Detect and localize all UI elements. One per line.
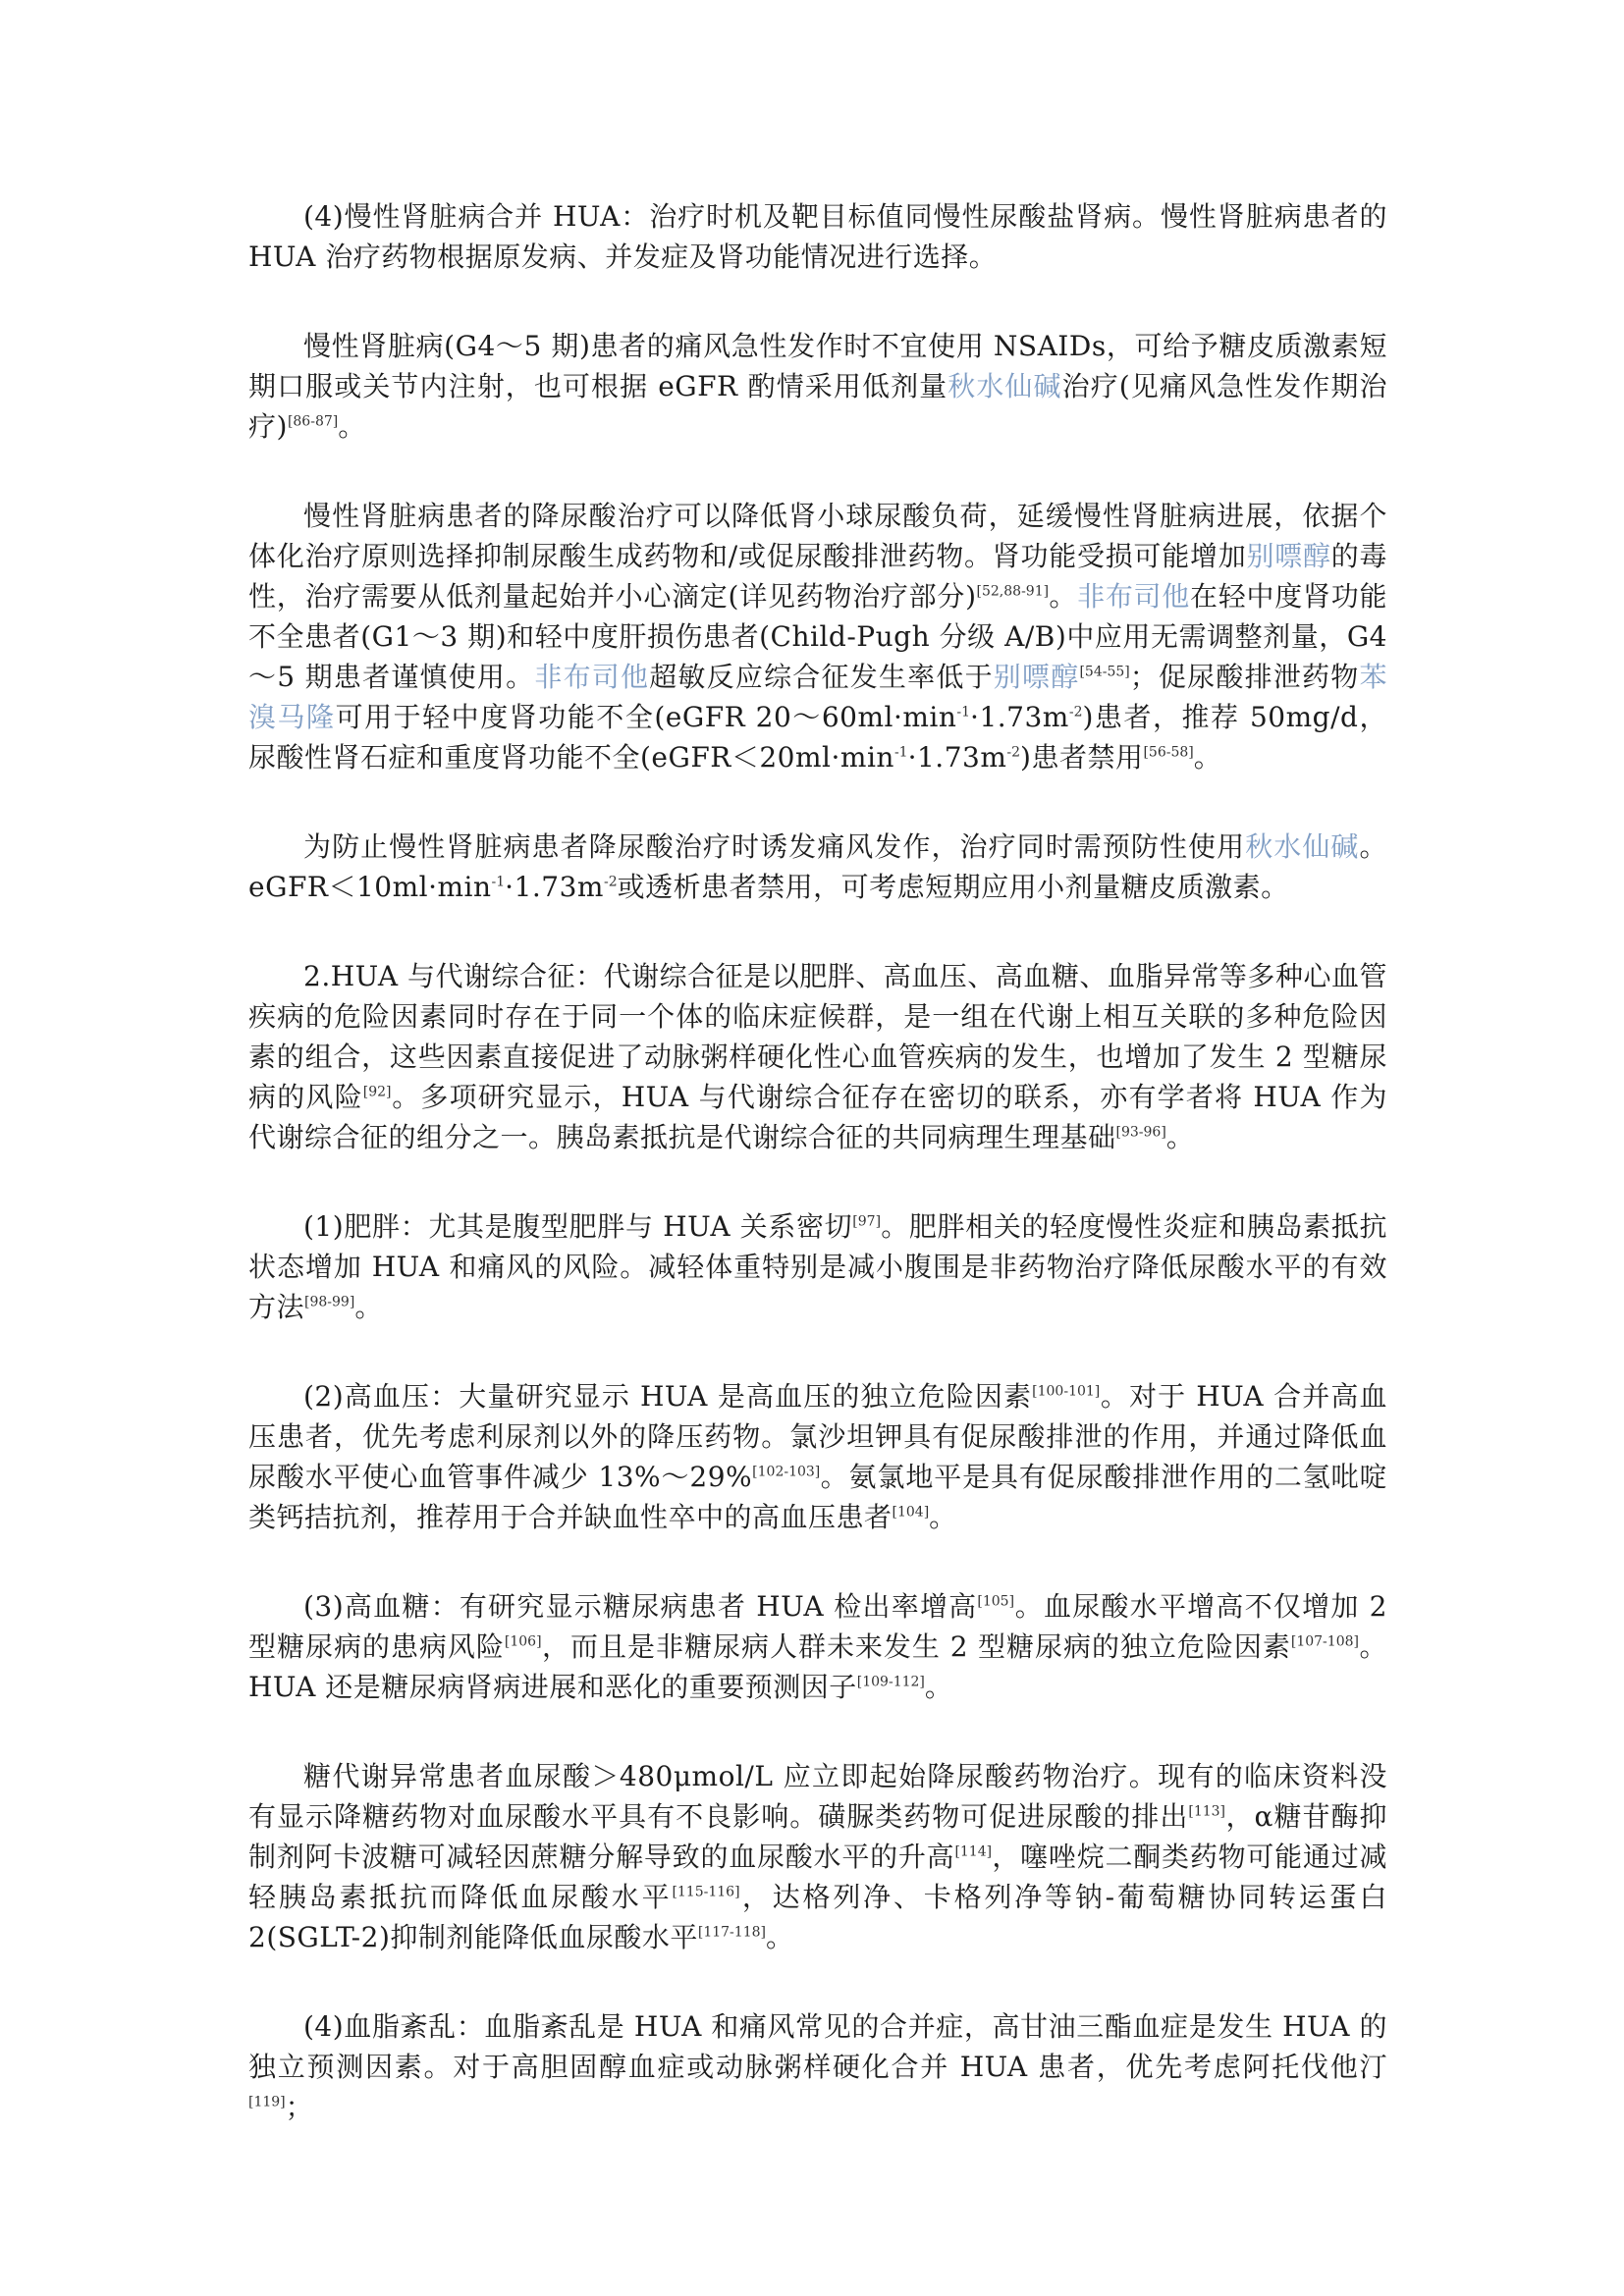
citation-superscript: -2 [603,874,618,890]
citation-superscript: [114] [954,1843,993,1860]
paragraph [248,2006,1387,2127]
paragraph [248,196,1387,277]
paragraph [248,827,1387,907]
text-run: 。 [765,1921,794,1953]
text-run: 。 [1049,580,1078,613]
paragraph [248,496,1387,777]
text-run: 在轻中度肾功能不全患者(G1～3 期)和轻中度肝损伤患者(Child-Pugh 分级 A/B)中应用无需调整剂量，G4～5 期患者谨慎使用。 [248,580,1387,693]
text-run: ·1.73m [907,741,1007,774]
text-run: 。HUA 还是糖尿病肾病进展和恶化的重要预测因子 [248,1630,1387,1703]
text-run: 的毒性，治疗需要从低剂量起始并小心滴定(详见药物治疗部分) [248,540,1387,613]
paragraph [248,956,1387,1157]
text-run: 。 [1165,1121,1195,1153]
text-run: (3)高血糖：有研究显示糖尿病患者 HUA 检出率增高 [303,1590,978,1623]
text-run: 。 [929,1501,957,1533]
text-run: 为防止慢性肾脏病患者降尿酸治疗时诱发痛风发作，治疗同时需预防性使用 [303,830,1246,863]
citation-superscript: [107-108] [1290,1633,1359,1650]
text-run: ；促尿酸排泄药物 [1129,661,1360,693]
paragraph [248,1586,1387,1707]
citation-superscript: [115-116] [672,1884,740,1900]
document-body [248,196,1387,2176]
citation-superscript: [109-112] [856,1674,925,1690]
citation-superscript: [54-55] [1079,664,1130,680]
citation-superscript: [105] [977,1593,1015,1610]
drug-link[interactable]: 秋水仙碱 [947,370,1062,402]
citation-superscript: [100-101] [1032,1383,1101,1400]
text-run: 。血尿酸水平增高不仅增加 2 型糖尿病的患病风险 [248,1590,1387,1663]
text-run: ，而且是非糖尿病人群未来发生 2 型糖尿病的独立危险因素 [541,1630,1291,1663]
text-run: 。eGFR＜10ml·min [248,830,1387,903]
citation-superscript: [86-87] [287,413,339,430]
text-run: ·1.73m [505,871,604,903]
text-run: 。 [924,1671,953,1703]
drug-link[interactable]: 苯溴马隆 [248,661,1387,733]
text-run: 慢性肾脏病患者的降尿酸治疗可以降低肾小球尿酸负荷，延缓慢性肾脏病进展，依据个体化治疗原则选择抑制尿酸生成药物和/或促尿酸排泄药物。肾功能受损可能增加 [248,500,1387,572]
text-run: 2.HUA 与代谢综合征：代谢综合征是以肥胖、高血压、高血糖、血脂异常等多种心血管疾病的危险因素同时存在于同一个体的临床症候群，是一组在代谢上相互关联的多种危险因素的组合，这些因素直接促进了动脉粥样硬化性心血管疾病的发生，也增加了发生 2 型糖尿病的风险 [248,960,1387,1113]
citation-superscript: -1 [956,704,971,721]
text-run: 。 [338,410,366,443]
paragraph [248,1756,1387,1957]
citation-superscript: [119] [248,2094,286,2110]
citation-superscript: [113] [1188,1803,1226,1820]
text-run: 糖代谢异常患者血尿酸＞480μmol/L 应立即起始降尿酸药物治疗。现有的临床资料没有显示降糖药物对血尿酸水平具有不良影响。磺脲类药物可促进尿酸的排出 [248,1760,1387,1833]
paragraph [248,1206,1387,1327]
paragraph [248,1376,1387,1537]
citation-superscript: [97] [852,1213,882,1230]
citation-superscript: [93-96] [1115,1124,1166,1141]
text-run: )患者禁用 [1020,741,1144,774]
text-run: (1)肥胖：尤其是腹型肥胖与 HUA 关系密切 [303,1210,853,1243]
citation-superscript: [117-118] [697,1924,766,1941]
text-run: 。 [354,1291,383,1323]
citation-superscript: -1 [893,744,908,761]
drug-link[interactable]: 秋水仙碱 [1245,830,1360,863]
citation-superscript: [106] [504,1633,542,1650]
text-run: 。氨氯地平是具有促尿酸排泄作用的二氢吡啶类钙拮抗剂，推荐用于合并缺血性卒中的高血压患者 [248,1461,1387,1533]
drug-link[interactable]: 非布司他 [1077,580,1191,613]
text-run: ·1.73m [970,701,1069,733]
citation-superscript: -2 [1068,704,1083,721]
text-run: 可用于轻中度肾功能不全(eGFR 20～60ml·min [335,701,957,733]
citation-superscript: [92] [362,1084,392,1100]
citation-superscript: [102-103] [752,1464,821,1480]
text-run: 。肥胖相关的轻度慢性炎症和胰岛素抵抗状态增加 HUA 和痛风的风险。减轻体重特别是减小腹围是非药物治疗降低尿酸水平的有效方法 [248,1210,1387,1323]
text-run: ，达格列净、卡格列净等钠-葡萄糖协同转运蛋白 2(SGLT-2)抑制剂能降低血尿酸水平 [248,1881,1387,1953]
text-run: 或透析患者禁用，可考虑短期应用小剂量糖皮质激素。 [617,871,1289,903]
text-run: 。对于 HUA 合并高血压患者，优先考虑利尿剂以外的降压药物。氯沙坦钾具有促尿酸排泄的作用，并通过降低血尿酸水平使心血管事件减少 13%～29% [248,1380,1387,1493]
drug-link[interactable]: 别嘌醇 [1246,540,1331,572]
text-run: ，α糖苷酶抑制剂阿卡波糖可减轻因蔗糖分解导致的血尿酸水平的升高 [248,1800,1387,1873]
text-run: 治疗(见痛风急性发作期治疗) [248,370,1387,443]
text-run: 慢性肾脏病(G4～5 期)患者的痛风急性发作时不宜使用 NSAIDs，可给予糖皮质激素短期口服或关节内注射，也可根据 eGFR 酌情采用低剂量 [248,330,1387,402]
citation-superscript: [98-99] [304,1294,355,1310]
citation-superscript: [52,88-91] [976,583,1050,600]
text-run: (4)血脂紊乱：血脂紊乱是 HUA 和痛风常见的合并症，高甘油三酯血症是发生 HUA 的独立预测因素。对于高胆固醇血症或动脉粥样硬化合并 HUA 患者，优先考虑阿托伐他汀 [248,2010,1387,2083]
text-run: 。多项研究显示，HUA 与代谢综合征存在密切的联系，亦有学者将 HUA 作为代谢综合征的组分之一。胰岛素抵抗是代谢综合征的共同病理生理基础 [248,1081,1387,1153]
citation-superscript: -2 [1006,744,1021,761]
text-run: ，噻唑烷二酮类药物可能通过减轻胰岛素抵抗而降低血尿酸水平 [248,1841,1387,1913]
text-run: (2)高血压：大量研究显示 HUA 是高血压的独立危险因素 [303,1380,1033,1413]
text-run: (4)慢性肾脏病合并 HUA：治疗时机及靶目标值同慢性尿酸盐肾病。慢性肾脏病患者的 HUA 治疗药物根据原发病、并发症及肾功能情况进行选择。 [248,200,1387,273]
text-run: 超敏反应综合征发生率低于 [649,661,994,693]
citation-superscript: [56-58] [1143,744,1194,761]
text-run: ； [285,2091,314,2123]
citation-superscript: [104] [892,1504,930,1521]
drug-link[interactable]: 别嘌醇 [993,661,1080,693]
drug-link[interactable]: 非布司他 [534,661,650,693]
text-run: )患者，推荐 50mg/d，尿酸性肾石症和重度肾功能不全(eGFR＜20ml·min [248,701,1387,774]
citation-superscript: -1 [491,874,506,890]
paragraph [248,326,1387,447]
text-run: 。 [1193,741,1222,774]
